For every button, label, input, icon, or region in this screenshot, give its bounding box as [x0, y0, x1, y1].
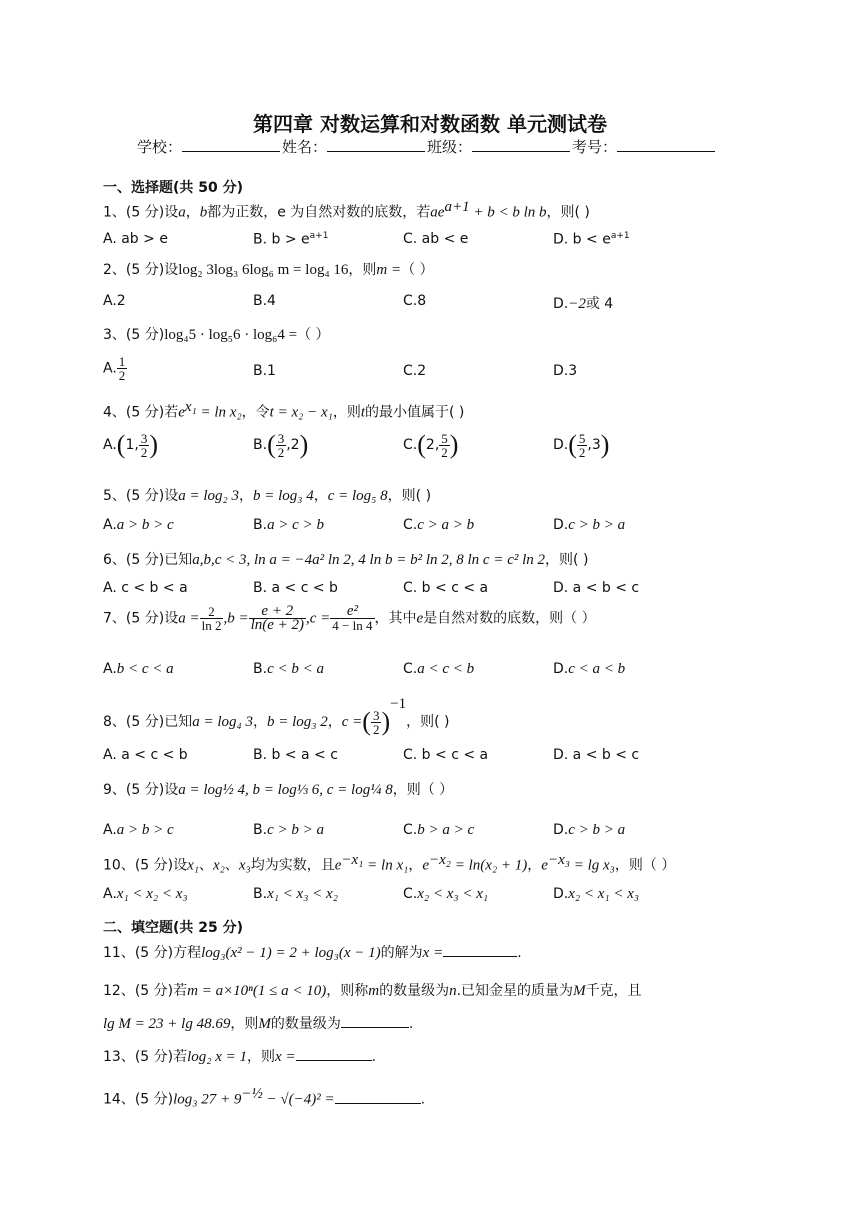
question-6: 6、(5 分)已知a,b,c < 3, ln a = −4a² ln 2, 4 ln b = b² ln 2, 8 ln c = c² ln 2，则( ) — [103, 552, 589, 568]
option-a[interactable]: A.(1, $\frac{3}{2}$ ) — [103, 430, 158, 460]
question-9-options — [103, 822, 763, 848]
option-c[interactable]: C. b < c < a — [403, 580, 489, 596]
school-label: 学校： — [137, 138, 183, 156]
question-5: 5、(5 分)设a = log₂ 3，b = log₃ 4，c = log₅ 8，则( ) — [103, 488, 432, 504]
option-a[interactable]: A. ab > e — [103, 231, 168, 247]
option-b[interactable]: B. b < a < c — [253, 747, 338, 763]
option-a[interactable]: A.x₁ < x₂ < x₃ — [103, 886, 188, 902]
class-blank[interactable] — [472, 136, 570, 152]
option-c[interactable]: C. b < c < a — [403, 747, 489, 763]
exam-no-label: 考号： — [572, 138, 618, 156]
option-b[interactable]: B.c < b < a — [253, 661, 324, 677]
question-1: 1、(5 分)设a，b都为正数，e 为自然对数的底数，若$ae^{a+1} + b < b$ ln b，则( ) — [103, 199, 590, 221]
option-b[interactable]: B. $b > e^{a+1}$ — [253, 231, 329, 248]
option-d[interactable]: D.3 — [553, 363, 578, 379]
option-c[interactable]: C.2 — [403, 363, 427, 379]
option-c[interactable]: C.b > a > c — [403, 822, 475, 838]
option-b[interactable]: B.x₁ < x₃ < x₂ — [253, 886, 338, 902]
option-d[interactable]: D.−2或 4 — [553, 296, 614, 312]
question-11: 11、(5 分)方程log₃(x² − 1) = 2 + log₃(x − 1)的解为x = . — [103, 942, 522, 962]
name-blank[interactable] — [327, 136, 425, 152]
option-b[interactable]: B. a < c < b — [253, 580, 338, 596]
question-8-options — [103, 747, 763, 773]
option-d[interactable]: D. a < b < c — [553, 747, 640, 763]
answer-blank[interactable] — [296, 1046, 372, 1061]
question-2-options — [103, 293, 763, 319]
question-7-options — [103, 661, 763, 687]
option-a[interactable]: A.a > b > c — [103, 822, 174, 838]
question-6-options — [103, 580, 763, 606]
question-5-options — [103, 517, 763, 543]
option-d[interactable]: D.c < a < b — [553, 661, 626, 677]
option-a[interactable]: A. $\frac{1}{2}$ — [103, 354, 126, 383]
option-c[interactable]: C.a < c < b — [403, 661, 475, 677]
option-a[interactable]: A.2 — [103, 293, 126, 309]
page-title: 第四章 对数运算和对数函数 单元测试卷 — [253, 112, 607, 136]
answer-blank[interactable] — [443, 942, 517, 957]
answer-blank[interactable] — [341, 1013, 409, 1028]
option-c[interactable]: C.x₂ < x₃ < x₁ — [403, 886, 489, 902]
option-d[interactable]: D. $b < e^{a+1}$ — [553, 231, 630, 248]
option-c[interactable]: C.8 — [403, 293, 427, 309]
question-2: 2、(5 分)设log₂ 3log₃ 6log₆ m = log₄ 16，则m =（ ） — [103, 262, 434, 278]
question-4-options — [103, 430, 763, 470]
option-d[interactable]: D. a < b < c — [553, 580, 640, 596]
question-3: 3、(5 分)log₄5 · log₅6 · log₆4 =（ ） — [103, 327, 330, 343]
section-fill-heading: 二、填空题(共 25 分) — [103, 920, 244, 936]
option-c[interactable]: C.c > a > b — [403, 517, 475, 533]
option-d[interactable]: D.x₂ < x₁ < x₃ — [553, 886, 640, 902]
student-info-line — [137, 136, 717, 157]
question-8: 8、(5 分)已知a = log₄ 3，b = log₃ 2，c =( $\frac{3}{2}$ )$^{-1}$，则( ) — [103, 696, 450, 737]
question-10: 10、(5 分)设x₁、x₂、x₃均为实数，且$e^{-x_1} = \ln x_1$，$e^{-x_2} = \ln(x_2 + 1)$，$e^{-x_3} = \lg x_3$，则（ ） — [103, 852, 676, 874]
option-a[interactable]: A. c < b < a — [103, 580, 188, 596]
option-a[interactable]: A. a < c < b — [103, 747, 188, 763]
school-blank[interactable] — [182, 136, 280, 152]
option-c[interactable]: C.(2, $\frac{5}{2}$ ) — [403, 430, 459, 460]
question-9: 9、(5 分)设a = log½ 4, b = log⅓ 6, c = log¼ 8，则（ ） — [103, 782, 454, 798]
option-b[interactable]: B.1 — [253, 363, 276, 379]
question-12: 12、(5 分)若m = a×10ⁿ(1 ≤ a < 10)，则称m的数量级为n.已知金星的质量为M千克，且 — [103, 983, 642, 999]
question-7: 7、(5 分)设a = $\frac{2}{\ln 2}$ ,b = $\frac{e + 2}{\ln(e + 2)}$ ,c = $\frac{\text{e²}}{4 - \ln 4}$ ，其中e是自然对数的底数，则（ ） — [103, 603, 596, 633]
class-label: 班级： — [427, 138, 473, 156]
question-12-line2: lg M = 23 + lg 48.69，则M的数量级为 . — [103, 1013, 413, 1033]
option-b[interactable]: B.c > b > a — [253, 822, 324, 838]
option-a[interactable]: A.a > b > c — [103, 517, 174, 533]
question-14: 14、(5 分)log₃ $27 + 9^{-\frac{1}{2}} - √(-4)^2$ = . — [103, 1086, 426, 1108]
option-c[interactable]: C. ab < e — [403, 231, 469, 247]
answer-blank[interactable] — [335, 1089, 421, 1104]
option-b[interactable]: B.4 — [253, 293, 276, 309]
question-13: 13、(5 分)若log₂ x = 1，则x = . — [103, 1046, 376, 1066]
name-label: 姓名： — [282, 138, 328, 156]
question-10-options — [103, 886, 763, 912]
question-4: 4、(5 分)若$e^{x_1} = \ln x_2$，令t = x₂ − x₁，则t的最小值属于( ) — [103, 399, 465, 421]
option-a[interactable]: A.b < c < a — [103, 661, 174, 677]
option-d[interactable]: D.c > b > a — [553, 517, 626, 533]
option-d[interactable]: D.c > b > a — [553, 822, 626, 838]
exam-no-blank[interactable] — [617, 136, 715, 152]
option-b[interactable]: B.a > c > b — [253, 517, 324, 533]
option-b[interactable]: B.( $\frac{3}{2}$ ,2) — [253, 430, 309, 460]
question-3-options — [103, 355, 763, 385]
option-d[interactable]: D.( $\frac{5}{2}$ ,3) — [553, 430, 610, 460]
question-1-options — [103, 231, 763, 257]
section-choice-heading: 一、选择题(共 50 分) — [103, 180, 244, 196]
